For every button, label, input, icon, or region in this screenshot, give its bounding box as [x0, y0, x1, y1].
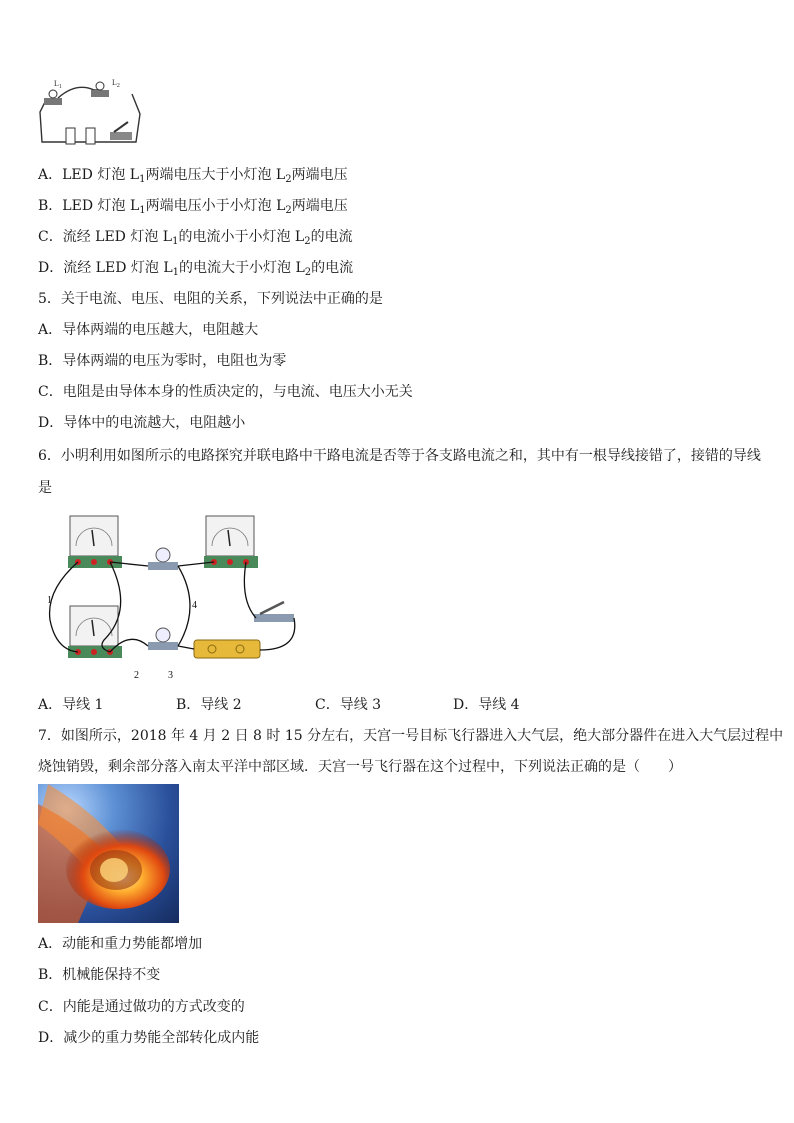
- q6-wire-4: [178, 566, 190, 646]
- q4-small-bulb: [96, 82, 104, 90]
- q4-label-l2: L: [112, 78, 117, 87]
- q5-option-c: C．电阻是由导体本身的性质决定的，与电流、电压大小无关: [38, 384, 413, 400]
- q4-option-a: A．LED 灯泡 $L_1$两端电压大于小灯泡 $L_2$两端电压: [38, 167, 348, 185]
- q6-bulb-lower: [148, 628, 178, 650]
- q6-ammeter-top-left: [68, 516, 122, 568]
- q4-option-c: C．流经 LED 灯泡 $L_1$的电流小于小灯泡 $L_2$的电流: [38, 229, 353, 247]
- q4-option-d: D．流经 LED 灯泡 $L_1$的电流大于小灯泡 $L_2$的电流: [38, 260, 354, 278]
- q6-stem-line1: 6．小明利用如图所示的电路探究并联电路中干路电流是否等于各支路电流之和，其中有一根导线接错了，接错的导线: [38, 448, 761, 464]
- q7-option-a: A．动能和重力势能都增加: [38, 936, 203, 952]
- q4-switch: [110, 132, 132, 140]
- q7-stem-line1: 7．如图所示，2018 年 4 月 2 日 8 时 15 分左右，天宫一号目标飞行器进入大气层，绝大部分器件在进入大气层过程中: [38, 728, 784, 744]
- q6-ammeter-top-right: [204, 516, 258, 568]
- q6-option-c: C．导线 3: [315, 697, 382, 713]
- q4-bulb-base-1: [44, 98, 62, 105]
- q5-option-a: A．导体两端的电压越大，电阻越大: [38, 322, 259, 338]
- q6-option-d: D．导线 4: [453, 697, 520, 713]
- q6-battery-pack: [194, 640, 260, 658]
- q6-option-a: A．导线 1: [38, 697, 104, 713]
- q6-stem-line2: 是: [38, 480, 52, 496]
- q6-wire-label-2: 2: [134, 670, 139, 681]
- q7-stem-line2: 烧蚀销毁，剩余部分落入南太平洋中部区域．天宫一号飞行器在这个过程中，下列说法正确的是（ ）: [38, 759, 682, 775]
- q7-spacecraft-reentry-photo: [38, 784, 179, 923]
- q6-wire-label-1: 1: [47, 595, 52, 606]
- q6-circuit-figure: [44, 510, 302, 684]
- q4-battery-2: [86, 128, 95, 144]
- q6-bulb-upper: [148, 548, 178, 570]
- q4-circuit-figure: [36, 76, 146, 152]
- q5-option-b: B．导体两端的电压为零时，电阻也为零: [38, 353, 287, 369]
- q4-label-l1: L: [54, 79, 59, 88]
- svg-text:L2: $L_2$: [112, 78, 120, 89]
- q4-battery-1: [66, 128, 75, 144]
- q6-switch: [254, 602, 294, 622]
- q7-option-d: D．减少的重力势能全部转化成内能: [38, 1030, 260, 1046]
- q7-option-b: B．机械能保持不变: [38, 967, 161, 983]
- q5-option-d: D．导体中的电流越大，电阻越小: [38, 415, 246, 431]
- q6-wire-label-3: 3: [168, 670, 173, 681]
- q4-option-b: B．LED 灯泡 $L_1$两端电压小于小灯泡 $L_2$两端电压: [38, 198, 348, 216]
- q5-stem: 5．关于电流、电压、电阻的关系，下列说法中正确的是: [38, 291, 383, 307]
- q7-option-c: C．内能是通过做功的方式改变的: [38, 999, 245, 1015]
- q6-ammeter-bottom-left: [68, 606, 122, 658]
- svg-text:L1: $L_1$: [54, 79, 62, 90]
- q6-option-b: B．导线 2: [176, 697, 242, 713]
- q6-wire-label-4: 4: [192, 600, 197, 611]
- q4-led-bulb: [49, 90, 57, 98]
